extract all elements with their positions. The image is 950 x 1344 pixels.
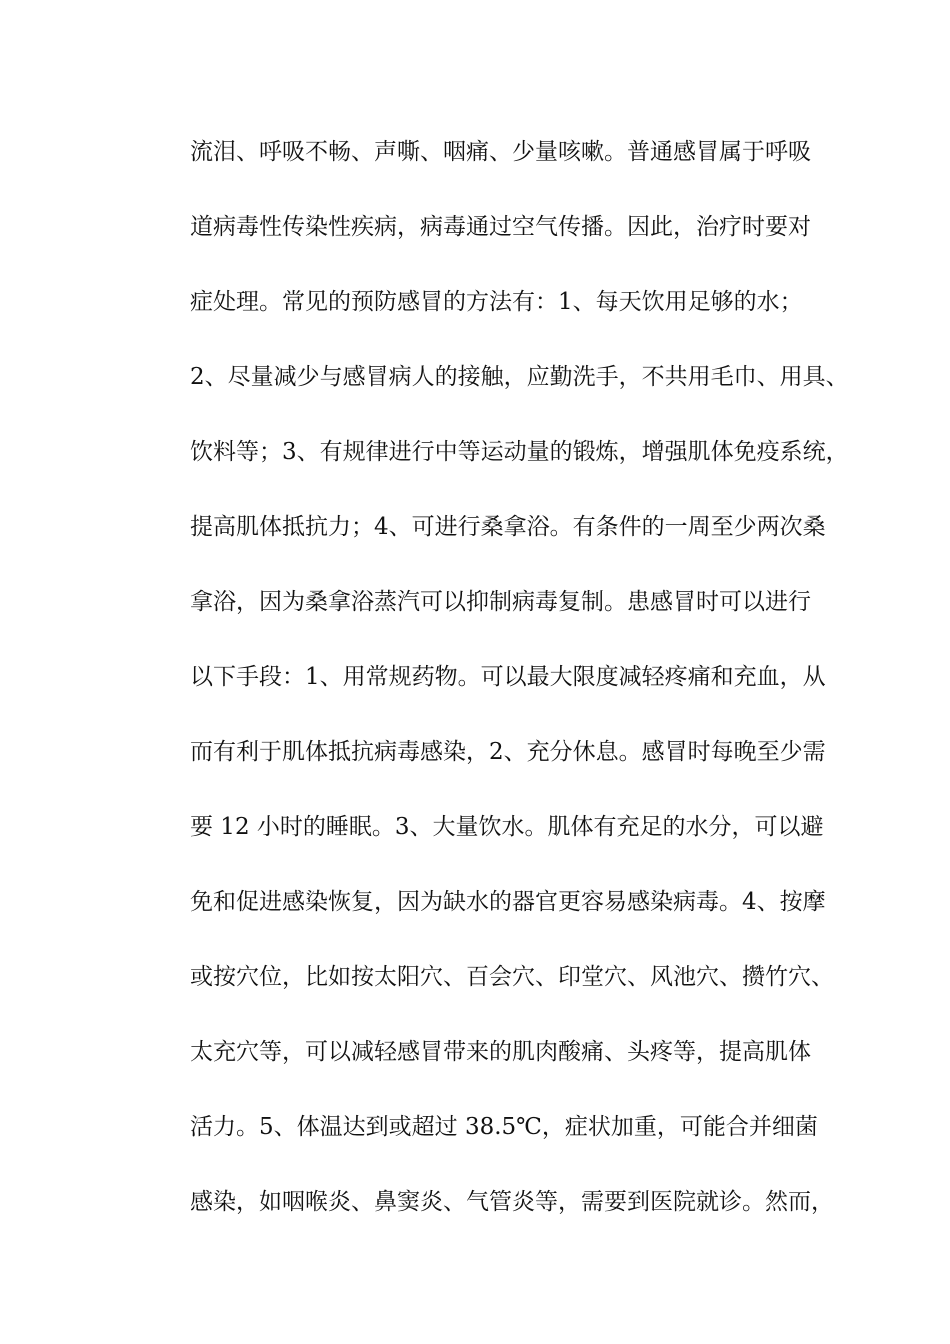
text-line: 流泪、呼吸不畅、声嘶、咽痛、少量咳嗽。普通感冒属于呼吸 — [190, 139, 811, 165]
text-line: 拿浴，因为桑拿浴蒸汽可以抑制病毒复制。患感冒时可以进行 — [190, 589, 811, 615]
text-line: 免和促进感染恢复，因为缺水的器官更容易感染病毒。4、按摩 — [190, 889, 826, 915]
text-line: 道病毒性传染性疾病，病毒通过空气传播。因此，治疗时要对 — [190, 214, 811, 240]
text-line: 要 12 小时的睡眠。3、大量饮水。肌体有充足的水分，可以避 — [190, 814, 824, 840]
text-line: 提高肌体抵抗力；4、可进行桑拿浴。有条件的一周至少两次桑 — [190, 514, 826, 540]
text-line: 以下手段：1、用常规药物。可以最大限度减轻疼痛和充血，从 — [190, 664, 826, 690]
text-line: 感染，如咽喉炎、鼻窦炎、气管炎等，需要到医院就诊。然而， — [190, 1189, 834, 1215]
text-line: 饮料等；3、有规律进行中等运动量的锻炼，增强肌体免疫系统， — [190, 439, 849, 465]
text-line: 症处理。常见的预防感冒的方法有：1、每天饮用足够的水； — [190, 289, 803, 315]
body-text — [190, 132, 849, 1257]
text-line: 活力。5、体温达到或超过 38.5℃，症状加重，可能合并细菌 — [190, 1114, 818, 1140]
text-line: 而有利于肌体抵抗病毒感染，2、充分休息。感冒时每晚至少需 — [190, 739, 826, 765]
text-line: 2、尽量减少与感冒病人的接触，应勤洗手，不共用毛巾、用具、 — [190, 364, 849, 390]
text-line: 太充穴等，可以减轻感冒带来的肌肉酸痛、头疼等，提高肌体 — [190, 1039, 811, 1065]
text-line: 或按穴位，比如按太阳穴、百会穴、印堂穴、风池穴、攒竹穴、 — [190, 964, 834, 990]
